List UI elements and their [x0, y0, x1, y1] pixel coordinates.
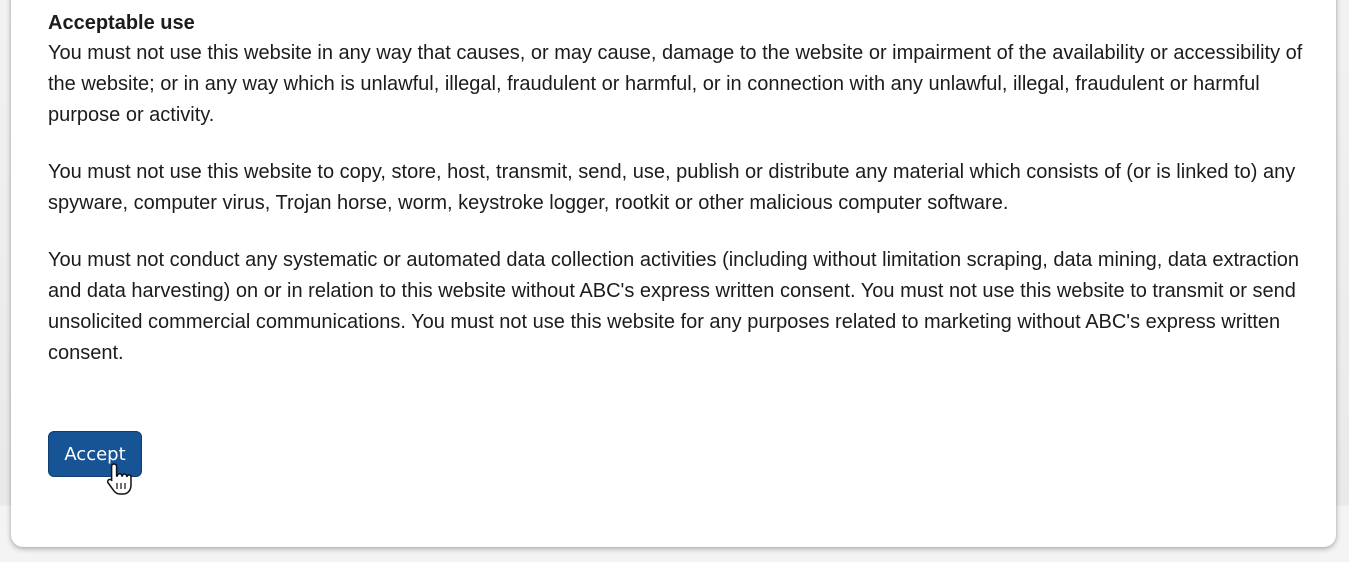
terms-dialog — [11, 0, 1336, 547]
paragraph-damage: You must not use this website in any way that causes, or may cause, damage to the website or impairment of the availability or accessibility of the website; or in any way which is unlawful, illegal, fraudulent or harmful, or in connection with any unlawful, illegal, fraudulent or harmful purpose or activity. — [48, 42, 1303, 126]
paragraph-data-collection: You must not conduct any systematic or automated data collection activities (including without limitation scraping, data mining, data extraction and data harvesting) on or in relation to this website without ABC's express written consent. You must not use this website to transmit or send unsolicited commercial communications. You must not use this website for any purposes related to marketing without ABC's express written consent. — [48, 249, 1300, 364]
hand-pointer-icon — [106, 462, 132, 496]
section-heading: Acceptable use — [48, 12, 195, 34]
accept-button[interactable]: Accept — [48, 431, 142, 477]
terms-content — [48, 8, 1308, 395]
paragraph-malware: You must not use this website to copy, store, host, transmit, send, use, publish or distribute any material which consists of (or is linked to) any spyware, computer virus, Trojan horse, worm, keystroke logger, rootkit or other malicious computer software. — [48, 161, 1296, 214]
